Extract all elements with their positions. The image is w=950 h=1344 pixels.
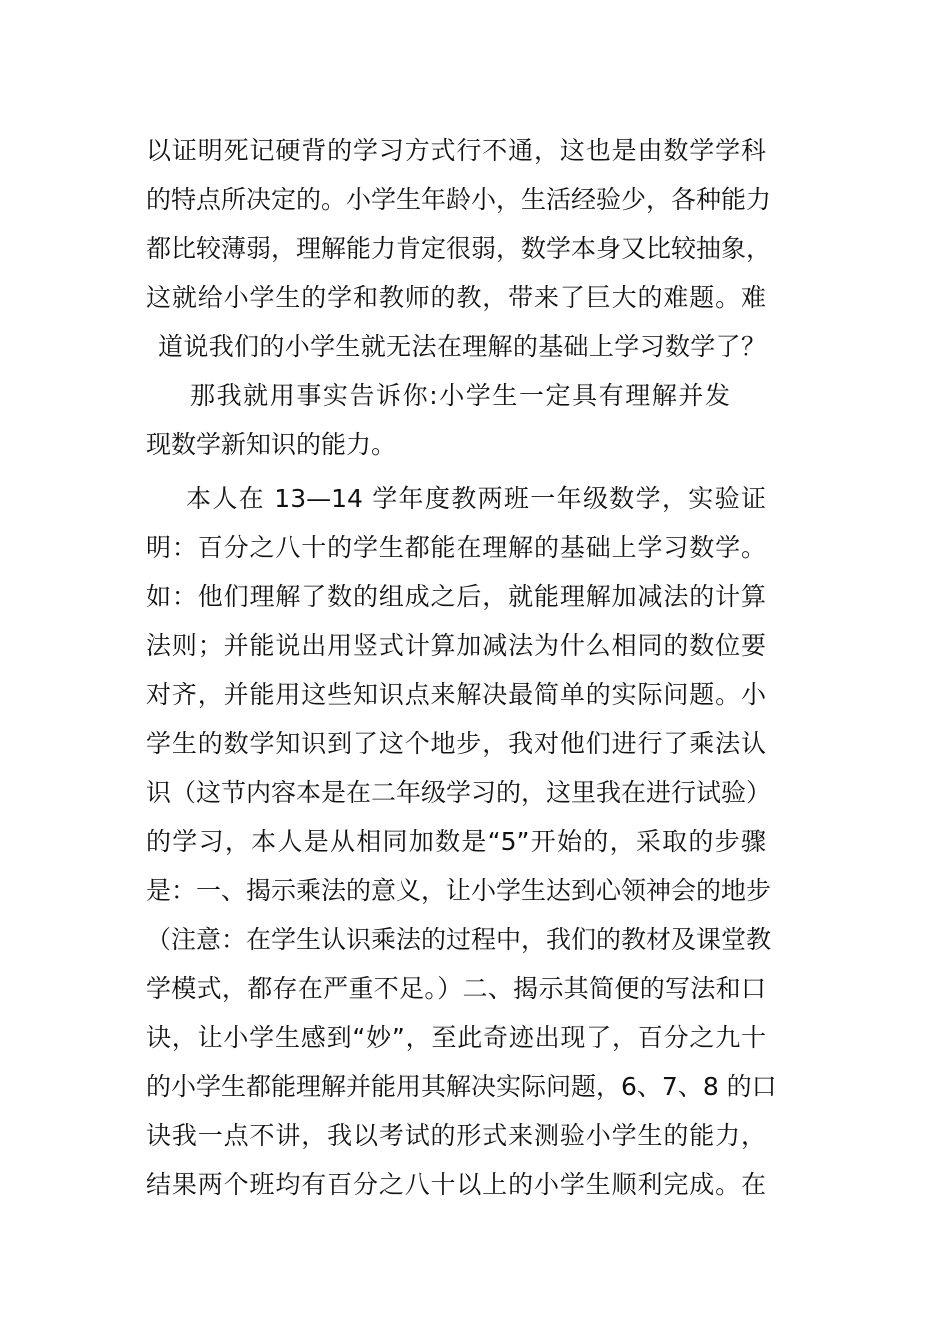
text-line: 现数学新知识的能力。 (146, 430, 397, 459)
text-line: 结果两个班均有百分之八十以上的小学生顺利完成。在 (146, 1170, 766, 1199)
text-line: 都比较薄弱，理解能力肯定很弱，数学本身又比较抽象， (146, 234, 772, 263)
text-line: 的小学生都能理解并能用其解决实际问题，6、7、8 的口 (146, 1072, 777, 1101)
text-line: 道说我们的小学生就无法在理解的基础上学习数学了？ (158, 332, 766, 361)
text-line: 明：百分之八十的学生都能在理解的基础上学习数学。 (146, 533, 766, 562)
text-line: 是：一、揭示乘法的意义，让小学生达到心领神会的地步 (146, 876, 772, 905)
text-line: 诀我一点不讲，我以考试的形式来测验小学生的能力， (146, 1121, 766, 1150)
text-line: 识（这节内容本是在二年级学习的，这里我在进行试验） (146, 778, 772, 807)
text-line: 学生的数学知识到了这个地步，我对他们进行了乘法认 (146, 729, 766, 758)
text-line: 的学习，本人是从相同加数是“5”开始的，采取的步骤 (146, 827, 766, 856)
text-line: 这就给小学生的学和教师的教，带来了巨大的难题。难 (146, 283, 766, 312)
text-line: 的特点所决定的。小学生年龄小，生活经验少，各种能力 (146, 185, 772, 214)
text-line: 法则；并能说出用竖式计算加减法为什么相同的数位要 (146, 631, 766, 660)
text-line: 诀，让小学生感到“妙”，至此奇迹出现了，百分之九十 (146, 1023, 766, 1052)
text-line: 那我就用事实告诉你:小学生一定具有理解并发 (190, 381, 730, 410)
text-line: 本人在 13—14 学年度教两班一年级数学，实验证 (186, 484, 766, 513)
text-line: 如：他们理解了数的组成之后，就能理解加减法的计算 (146, 582, 766, 611)
text-line: 学模式，都存在严重不足。）二、揭示其简便的写法和口 (146, 974, 766, 1003)
text-line: （注意：在学生认识乘法的过程中，我们的教材及课堂教 (146, 925, 772, 954)
text-line: 对齐，并能用这些知识点来解决最简单的实际问题。小 (146, 680, 766, 709)
text-line: 以证明死记硬背的学习方式行不通，这也是由数学学科 (146, 136, 766, 165)
